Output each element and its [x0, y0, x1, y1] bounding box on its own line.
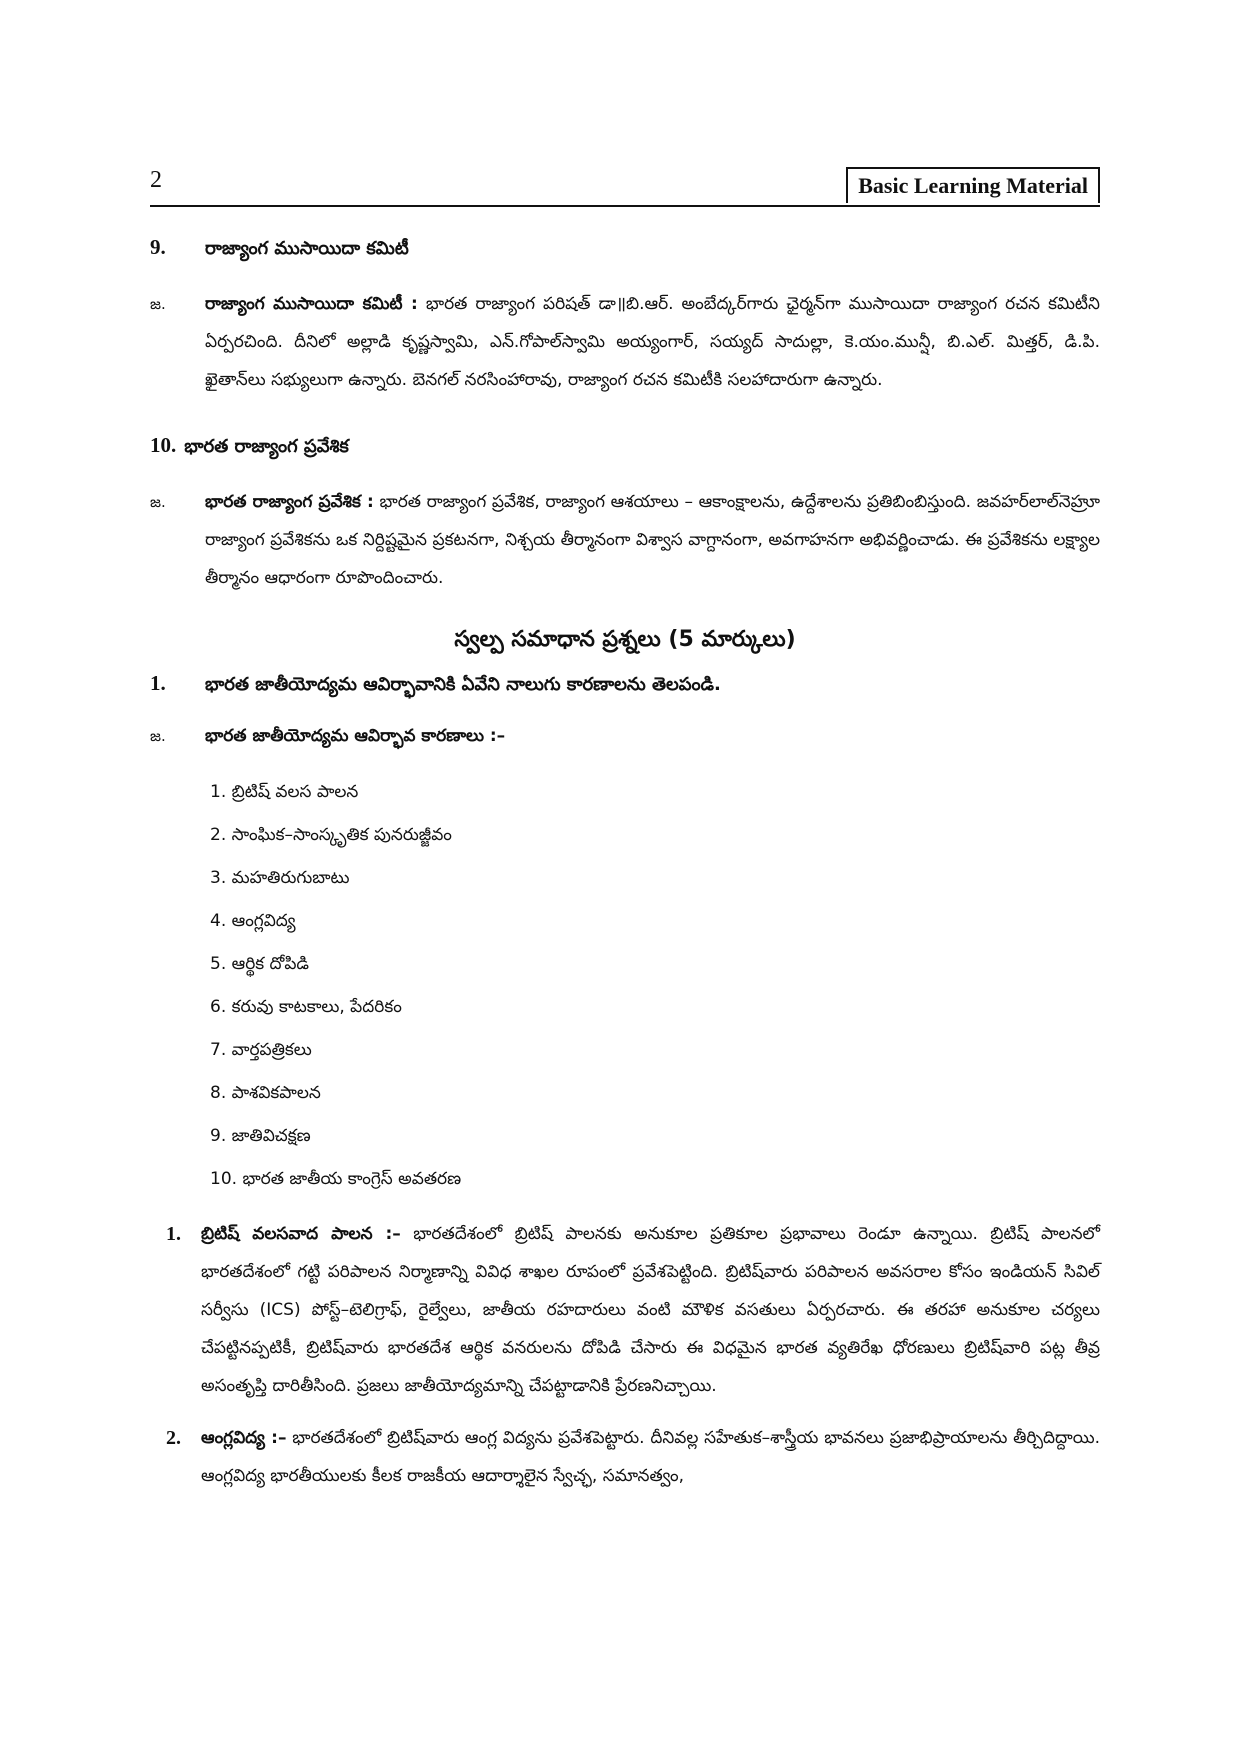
document-page [150, 165, 1100, 1495]
paragraph-2 [150, 1419, 1100, 1495]
list-item: 9. జాతివిచక్షణ [210, 1126, 311, 1146]
question-9 [150, 235, 1100, 263]
paragraph-1 [150, 1215, 1100, 1405]
paragraph-text: భారతదేశంలో బ్రిటిష్ పాలనకు అనుకూల ప్రతికూల ప్రభావాలు రెండూ ఉన్నాయి. బ్రిటిష్ పాలనలో భారతదేశంలో గట్టి పరిపాలన నిర్మాణాన్ని వివిధ శాఖల రూపంలో ప్రవేశపెట్టింది. బ్రిటిష్‌వారు పరిపాలన అవసరాల కోసం ఇండియన్ సివిల్ సర్వీసు (ICS) పోస్ట్–టెలిగ్రాఫ్, రైల్వేలు, జాతీయ రహదారులు వంటి మౌళిక వసతులు ఏర్పరచారు. ఈ తరహా అనుకూల చర్యలు చేపట్టినప్పటికీ, బ్రిటిష్‌వారు భారతదేశ ఆర్థిక వనరులను దోపిడి చేసారు ఈ విధమైన భారత వ్యతిరేఖ ధోరణులు బ్రిటిష్‌వారి పట్ల తీవ్ర అసంతృప్తి దారితీసింది. ప్రజలు జాతీయోద్యమాన్ని చేపట్టాడానికి ప్రేరణనిచ్చాయి. [201, 1224, 1100, 1396]
short-question-1 [150, 671, 1100, 1201]
paragraph-body [201, 1419, 1100, 1495]
paragraph-title: ఆంగ్లవిద్య :– [201, 1428, 287, 1448]
question-number: 9. [150, 235, 166, 259]
question-title: రాజ్యాంగ ముసాయిదా కమిటీ [205, 238, 409, 259]
paragraph-text: భారతదేశంలో బ్రిటిష్‌వారు ఆంగ్ల విద్యను ప్రవేశపెట్టారు. దీనివల్ల సహేతుక–శాస్త్రీయ భావనలు ప్రజాభిప్రాయాలను తీర్చిదిద్దాయి. ఆంగ్లవిద్య భారతీయులకు కీలక రాజకీయ ఆదార్శాలైన స్వేచ్ఛ, సమానత్వం, [201, 1428, 1100, 1486]
paragraph-number: 1. [166, 1223, 181, 1245]
answer-body [205, 285, 1100, 399]
list-item: 1. బ్రిటిష్ వలస పాలన [210, 782, 359, 802]
list-item: 7. వార్తపత్రికలు [210, 1040, 312, 1060]
paragraph-body [201, 1215, 1100, 1405]
answer-body [205, 483, 1100, 597]
list-item: 4. ఆంగ్లవిద్య [210, 911, 296, 931]
answer-text: భారత రాజ్యాంగ పరిషత్ డా॥బి.ఆర్. అంబేద్కర్‌గారు ఛైర్మన్‌గా ముసాయిదా రాజ్యాంగ రచన కమిటీని ఏర్పరచింది. దీనిలో అల్లాడి కృష్ణస్వామి, ఎన్.గోపాల్‌స్వామి అయ్యంగార్, సయ్యద్ సాదుల్లా, కె.యం.మున్షీ, బి.ఎల్. మిత్తర్, డి.పి. ఖైతాన్‌లు సభ్యులుగా ఉన్నారు. బెనగల్ నరసింహారావు, రాజ్యాంగ రచన కమిటీకి సలహాదారుగా ఉన్నారు. [205, 294, 1100, 390]
question-number: 10. [150, 433, 177, 457]
paragraph-title: బ్రిటిష్ వలసవాద పాలన :– [201, 1224, 401, 1244]
list-item: 6. కరువు కాటకాలు, పేదరికం [210, 997, 402, 1017]
list-item: 3. మహతిరుగుబాటు [210, 868, 350, 888]
question-1 [150, 671, 1100, 699]
list-item: 10. భారత జాతీయ కాంగ్రెస్ అవతరణ [210, 1169, 462, 1189]
page-number: 2 [150, 167, 162, 193]
question-title: భారత జాతీయోద్యమ ఆవిర్భావానికి ఏవేని నాలుగు కారణాలను తెలపండి. [205, 674, 721, 695]
answer-marker: జ. [150, 727, 166, 745]
paragraph-number: 2. [166, 1427, 181, 1449]
list-item: 2. సాంఘిక–సాంస్కృతిక పునరుజ్జీవం [210, 825, 452, 845]
reasons-list [210, 771, 1100, 1201]
answer-title: భారత రాజ్యాంగ ప్రవేశిక : [205, 492, 374, 512]
answer-text: భారత రాజ్యాంగ ప్రవేశిక, రాజ్యాంగ ఆశయాలు – ఆకాంక్షాలను, ఉద్దేశాలను ప్రతిబింబిస్తుంది. జవహర్‌లాల్‌నెహ్రూ రాజ్యాంగ ప్రవేశికను ఒక నిర్దిష్టమైన ప్రకటనగా, నిశ్చయ తీర్మానంగా విశ్వాస వాగ్దానంగా, అవగాహనగా అభివర్ణించాడు. ఈ ప్రవేశికను లక్ష్యాల తీర్మానం ఆధారంగా రూపొందించారు. [205, 492, 1100, 588]
answer-title: భారత జాతీయోద్యమ ఆవిర్భావ కారణాలు :– [205, 726, 506, 746]
answer-marker: జ. [150, 493, 166, 511]
question-number: 1. [150, 671, 166, 695]
question-10 [150, 433, 1100, 461]
answer-10 [150, 483, 1100, 597]
section-title: స్వల్ప సమాధాన ప్రశ్నలు (5 మార్కులు) [454, 627, 796, 652]
answer-marker: జ. [150, 295, 166, 313]
list-item: 8. పాశవికపాలన [210, 1083, 321, 1103]
list-item: 5. ఆర్థిక దోపిడి [210, 954, 310, 974]
question-title: భారత రాజ్యాంగ ప్రవేశిక [184, 436, 349, 457]
answer-title: రాజ్యాంగ ముసాయిదా కమిటీ : [205, 294, 418, 314]
answer-9 [150, 285, 1100, 399]
header-title: Basic Learning Material [846, 167, 1100, 203]
answer-1 [150, 717, 1100, 755]
page-header [150, 165, 1100, 207]
